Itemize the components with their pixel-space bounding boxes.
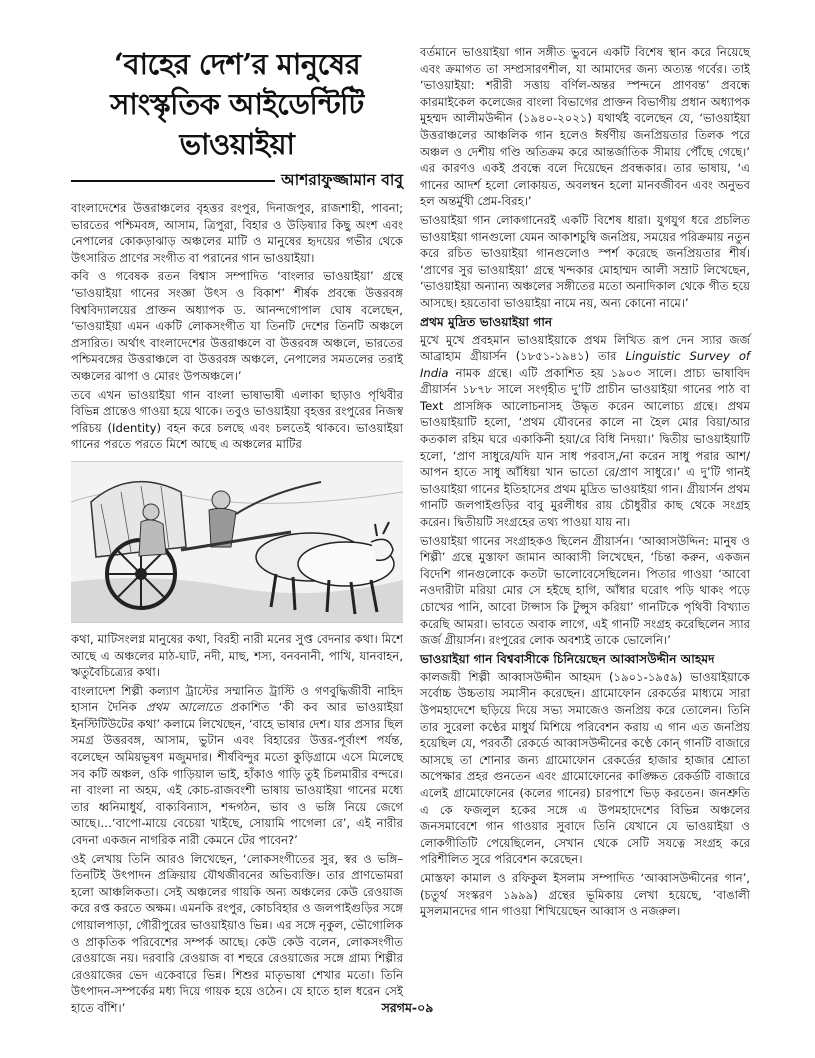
newspaper-name: প্রথম আলোতে (145, 700, 222, 715)
right-paragraph-3-part-a: মুখে মুখে প্রবহমান ভাওয়াইয়াকে প্রথম লিখিত রূপ দেন স্যার জর্জ আব্রাহাম গ্রীয়ার্সন (১৮৫১-১৯৪১) তার (420, 332, 750, 364)
right-paragraph-5: কালজয়ী শিল্পী আব্বাসউদ্দীন আহমদ (১৯০১-১৯৫৯) ভাওয়াইয়াকে সর্বোচ্চ উচ্চতায় সমাসীন করেছেন। গ্রামোফোন রেকর্ডের মাধ্যমে সারা উপমহাদেশে ছড়িয়ে দিয়ে সভ্য সমাজেও জনপ্রিয় করে তোলেন। তিনি তার সুরেলা কণ্ঠের মাধুর্য মিশিয়ে পরিবেশন করায় এ গান এত জনপ্রিয় হয়েছিল যে, পরবর্তী রেকর্ডে আব্বাসউদ্দীনের কণ্ঠে কোন্‌ গানটি বাজারে আসছে তা শোনার জন্য গ্রামোফোন রেকর্ডের হাজার হাজার শ্রোতা অপেক্ষার প্রহর গুনতেন এবং গ্রামোফোনের কাঙ্ক্ষিত রেকর্ডটি বাজারে এলেই গ্রামোফোনের (কলের গানের) চারপাশে ভিড় করতেন। জনশ্রুতি এ কে ফজলুল হকের সঙ্গে এ উপমহাদেশের বিভিন্ন অঞ্চলের জনসমাবেশে গান গাওয়ার সুবাদে তিনি যেখানে যে ভাওয়াইয়া ও লোকগীতিটি পেয়েছিলেন, সেখান থেকে সেটি সযত্নে সংগ্রহ করে পরিশীলিত সুরে পরিবেশন করেছেন। (420, 669, 750, 867)
right-paragraph-1: বর্তমানে ভাওয়াইয়া গান সঙ্গীত ভুবনে একটি বিশেষ স্থান করে নিয়েছে এবং ক্রমাগত তা সম্প্রসারণশীল, যা আমাদের জন্য অত্যন্ত গর্বের। তাই ‘ভাওয়াইয়া: শরীরী সত্তায় বর্ণিল-অন্তর স্পন্দনে প্রাণবন্ত’ প্রবন্ধে কারমাইকেল কলেজের বাংলা বিভাগের প্রাক্তন বিভাগীয় প্রধান অধ্যাপক মুহম্মদ আলীমউদ্দীন (১৯৪০-২০২১) যথার্থই বলেছেন যে, ‘ভাওয়াইয়া উত্তরাঞ্চলের আঞ্চলিক গান হলেও ঈর্ষণীয় জনপ্রিয়তার তিলক পরে অঞ্চল ও দেশীয় গণ্ডি অতিক্রম করে আন্তর্জাতিক সীমায় পৌঁছে গেছে।’ এর কারণও একই প্রবন্ধে বলে দিয়েছেন প্রবন্ধকার। তার ভাষায়, ‘এ গানের আদর্শ হলো লোকায়ত, অবলম্বন হলো মানবজীবন এবং অনুভব হল অন্তর্মুখী প্রেম-বিরহ।’ (420, 45, 750, 209)
page-number: সরগম-০৯ (381, 1000, 434, 1015)
left-paragraph-2: কবি ও গবেষক রতন বিশ্বাস সম্পাদিত ‘বাংলার ভাওয়াইয়া’ গ্রন্থে ‘ভাওয়াইয়া গানের সংজ্ঞা উৎস ও বিকাশ’ শীর্ষক প্রবন্ধে উত্তরবঙ্গ বিশ্ববিদ্যালয়ের প্রাক্তন অধ্যাপক ড. আনন্দগোপাল ঘোষ বলেছেন, ‘ভাওয়াইয়া এমন একটি লোকসংগীত যা তিনটি দেশের তিনটি অঞ্চলে প্রসারিত। অর্থাৎ বাংলাদেশের উত্তরাঞ্চলে বা উত্তরবঙ্গ অঞ্চলে, ভারতের পশ্চিমবঙ্গের উত্তরাঞ্চলে বা উত্তরবঙ্গ অঞ্চলে, নেপালের সমতলের তরাই অঞ্চলের ঝাপা ও মোরং উপঅঞ্চলে।’ (71, 269, 403, 383)
article-title: ‘বাহের দেশ’র মানুষের সাংস্কৃতিক আইডেন্টিটি ভাওয়াইয়া (110, 47, 364, 161)
left-paragraph-6: ওই লেখায় তিনি আরও লিখেছেন, ‘লোকসংগীতের সুর, স্বর ও ভঙ্গি–তিনটিই উৎপাদন প্রক্রিয়ায় যৌথজীবনের অভিব্যক্তি। তার প্রাণভোমরা হলো আঞ্চলিকতা। সেই অঞ্চলের গায়কি অন্য অঞ্চলের কেউ রেওয়াজ করে রপ্ত করতে অক্ষম। এমনকি রংপুর, কোচবিহার ও জলপাইগুড়ির সঙ্গে গোয়ালপাড়া, গৌরীপুরের ভাওয়াইয়াও ভিন্ন। এর সঙ্গে নৃকুল, ভৌগোলিক ও প্রাকৃতিক পরিবেশের সম্পর্ক আছে। কেউ কেউ বলেন, লোকসংগীত রেওয়াজে নয়। দরবারি রেওয়াজ বা শহুরে রেওয়াজের সঙ্গে গ্রাম্য শিল্পীর রেওয়াজের ভেদ একেবারে ভিন্ন। শিশুর মাতৃভাষা শেখার মতো। তিনি উৎপাদন-সম্পর্কের মধ্য দিয়ে গায়ক হয়ে ওঠেন। যে হাতে হাল ধরেন সেই হাতে বাঁশি।’ (71, 851, 403, 1015)
right-paragraph-2: ভাওয়াইয়া গান লোকগানেরই একটি বিশেষ ধারা। যুগযুগ ধরে প্রচলিত ভাওয়াইয়া গানগুলো যেমন আকাশচুম্বি জনপ্রিয়, সময়ের পরিক্রমায় নতুন করে রচিত ভাওয়াইয়া গানগুলোও স্পর্শ করেছে জনপ্রিয়তার শীর্ষ। ‘প্রাণের সুর ভাওয়াইয়া’ গ্রন্থে খন্দকার মোহাম্মদ আলী সম্রাট লিখেছেন, ‘ভাওয়াইয়া অন্যান্য অঞ্চলের সঙ্গীতের মতো অনাদিকাল থেকে গীত হয়ে আসছে। হয়তোবা ভাওয়াইয়া নামে নয়, অন্য কোনো নামে।’ (420, 212, 750, 310)
right-paragraph-4: ভাওয়াইয়া গানের সংগ্রাহকও ছিলেন গ্রীয়ার্সন। ‘আব্বাসউদ্দিন: মানুষ ও শিল্পী’ গ্রন্থে মুস্তাফা জামান আব্বাসী লিখেছেন, ‘চিন্তা করুন, একজন বিদেশি গানগুলোকে কতটা ভালোবেসেছিলেন। পিতার গাওয়া ‘আবো নওদারীটা মরিয়া মোর সে হইছে হাগি, আঁধার ঘরোৎ পড়ি থাকং পড়ে চোখের পানি, আবো টাপ্সাস কি টুপ্সুস করিয়া’ গানটিকে পৃথিবী বিখ্যাত করেছি আমরা। ভাবতে অবাক লাগে, এই গানটি সংগ্রহ করেছিলেন স্যার জর্জ গ্রীয়ার্সন। রংপুরের লোক অবশ্যই তাকে ভোলেনি।’ (420, 533, 750, 648)
byline-row (71, 168, 403, 194)
section-heading-abbasuddin: ভাওয়াইয়া গান বিশ্ববাসীকে চিনিয়েছেন আব্বাসউদ্দীন আহমদ (420, 651, 715, 666)
bullock-cart-illustration (71, 461, 403, 623)
right-paragraph-3-part-b: নামক গ্রন্থে। এটি প্রকাশিত হয় ১৯০৩ সালে। প্রাচ্য ভাষাবিদ গ্রীয়ার্সন ১৮৭৮ সালে সংগৃহীত দু’টি প্রাচীন ভাওয়াইয়া গানের পাঠ বা Text প্রাসঙ্গিক আলোচনাসহ উদ্ধৃত করেন আলোচ্য গ্রন্থে। প্রথম ভাওয়াইয়াটি হলো, ‘প্রথম যৌবনের কালে না হৈল মোর বিয়া/আর কতকাল রহিম ঘরে একাকিনী হয়া/রে বিধি নিদয়া।’ দ্বিতীয় ভাওয়াইয়াটি হলো, ‘প্রাণ সাধুরে/যদি যান সাধ পরবাস,/না করেন সাধু পরার আশ/আপন হাতে সাধু আঁধিয়া খান ভাতো রে/প্রাণ সাধুরে।’ এ দু’টি গানই ভাওয়াইয়া গানের ইতিহাসের প্রথম মুদ্রিত ভাওয়াইয়া গান। গ্রীয়ার্সন প্রথম গানটি জলপাইগুড়ির বাবু মুরলীধর রায় চৌধুরীর কাছ থেকে সংগ্রহ করেন। দ্বিতীয়টি সংগ্রহের তথ্য পাওয়া যায় না। (420, 365, 750, 530)
left-paragraph-5 (71, 683, 403, 849)
left-paragraph-5-part-b: প্রকাশিত ‘কী কব আর ভাওয়াইয়া ইনস্টিটিউটের কথা’ কলামে লিখেছেন, ‘বাহে ভাষার দেশ। যার প্রসার ছিল সমগ্র উত্তরবঙ্গ, আসাম, ভুটান এবং বিহারের উত্তর-পূর্বাংশ পর্যন্ত, বলেছেন অমিয়ভূষণ মজুমদার। শীর্ষবিন্দুর মতো কুড়িগ্রামে এসে মিলেছে সব কটি অঞ্চল, ওকি গাড়িয়াল ভাই, হাঁকাও গাড়ি তুই চিলমারীর বন্দরে। না বাংলা না অহম, এই কোচ-রাজবংশী ভাষায় ভাওয়াইয়া গানের মধ্যে তার ধ্বনিমাধুর্য, বাক্যবিন্যাস, শব্দগঠন, ভাব ও ভঙ্গি নিয়ে জেগে আছে।…‘বাপো-মায়ে বেচেয়া খাইছে, সোয়ামি পাগেলা রে’, এই নারীর বেদনা একজন নাগরিক নারী কেমনে টের পাবেন?’ (71, 700, 404, 848)
section-heading-first-printed: প্রথম মুদ্রিত ভাওয়াইয়া গান (420, 314, 553, 329)
right-paragraph-3 (420, 332, 750, 531)
author-name: আশরাফুজ্জামান বাবু (281, 171, 403, 189)
right-paragraph-6: মোস্তফা কামাল ও রফিকুল ইসলাম সম্পাদিত ‘আব্বাসউদ্দীনের গান’, (চতুর্থ সংস্করণ ১৯৯৯) গ্রন্থের ভূমিকায় লেখা হয়েছে, ‘বাঙালী মুসলমানদের গান গাওয়া শিখিয়েছেন আব্বাস ও নজরুল। (420, 870, 750, 919)
book-title: Linguistic Survey of India (420, 349, 750, 380)
left-paragraph-5-part-a: বাংলাদেশ শিল্পী কল্যাণ ট্রাস্টের সম্মানিত ট্রাস্টি ও গণবুদ্ধিজীবী নাহিদ হাসান দৈনিক (71, 683, 403, 715)
byline-rule (71, 180, 275, 182)
right-column (420, 44, 750, 922)
left-paragraph-1: বাংলাদেশের উত্তরাঞ্চলের বৃহত্তর রংপুর, দিনাজপুর, রাজশাহী, পাবনা; ভারতের পশ্চিমবঙ্গ, আসাম, ত্রিপুরা, বিহার ও উড়িষ্যার কিছু অংশ এবং নেপালের কোকড়াঝাড় অঞ্চলের মাটি ও মানুষের হৃদয়ের গভীর থেকে উৎসারিত প্রাণের সংগীত বা পরানের গান ভাওয়াইয়া। (71, 201, 403, 265)
left-paragraph-4: কথা, মাটিসংলগ্ন মানুষের কথা, বিরহী নারী মনের সুপ্ত বেদনার কথা। মিশে আছে এ অঞ্চলের মাঠ-ঘাট, নদী, মাছ, শস্য, বনবনানী, পাখি, যানবাহন, ঋতুবৈচিত্র্যের কথা। (71, 631, 403, 680)
left-paragraph-3: তবে এখন ভাওয়াইয়া গান বাংলা ভাষাভাষী এলাকা ছাড়াও পৃথিবীর বিভিন্ন প্রান্তেও গাওয়া হয়ে থাকে। তবুও ভাওয়াইয়া বৃহত্তর রংপুরের নিজস্ব পরিচয় (Identity) বহন করে চলছে এবং চলতেই থাকবে। ভাওয়াইয়া গানের পরতে পরতে মিশে আছে এ অঞ্চলের মাটির (71, 387, 403, 452)
left-column (71, 44, 403, 1019)
